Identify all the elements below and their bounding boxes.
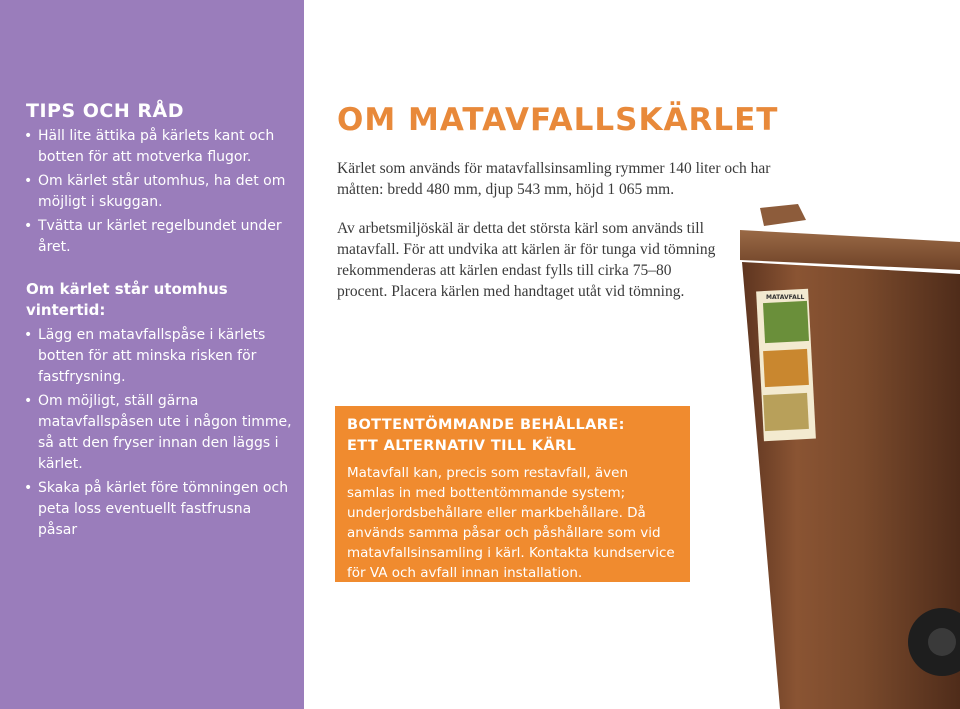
- bin-label-sticker: [756, 289, 816, 442]
- info-box-title-line1: BOTTENTÖMMANDE BEHÅLLARE:: [347, 417, 625, 433]
- bullet-icon: •: [24, 173, 33, 189]
- bottom-emptying-info-box: [335, 406, 690, 582]
- waste-bin-image: [720, 190, 960, 709]
- bullet-icon: •: [24, 218, 33, 234]
- tip-text: Häll lite ättika på kärlets kant och botten för att motverka flugor.: [38, 128, 275, 165]
- bin-label-text: MATAVFALL: [766, 294, 805, 301]
- tip-item: [24, 171, 294, 213]
- info-box-title: [347, 415, 678, 457]
- tips-sidebar: [0, 0, 304, 709]
- winter-tip-text: Om möjligt, ställ gärna matavfallspåsen ute i någon timme, så att den fryser innan den läggs i kärlet.: [38, 393, 292, 472]
- tip-item: [24, 126, 294, 168]
- bullet-icon: •: [24, 393, 33, 409]
- winter-subtitle: Om kärlet står utomhus vintertid:: [26, 280, 228, 319]
- winter-tip-text: Lägg en matavfallspåse i kärlets botten för att minska risken för fastfrysning.: [38, 327, 266, 385]
- page-title: OM MATAVFALLSKÄRLET: [337, 102, 779, 138]
- bin-handle: [760, 204, 806, 226]
- tip-item: [24, 216, 294, 258]
- winter-tip-text: Skaka på kärlet före tömningen och peta loss eventuellt fastfrusna påsar: [38, 480, 289, 538]
- tip-text: Om kärlet står utomhus, ha det om möjligt i skuggan.: [38, 173, 286, 210]
- bullet-icon: •: [24, 480, 33, 496]
- winter-tip-item: [24, 325, 294, 388]
- tip-text: Tvätta ur kärlet regelbundet under året.: [38, 218, 282, 255]
- tips-title: TIPS OCH RÅD: [26, 100, 184, 122]
- bin-size-paragraph: Kärlet som används för matavfallsinsamling rymmer 140 liter och har måtten: bredd 480 mm, djup 543 mm, höjd 1 065 mm.: [337, 160, 771, 198]
- winter-tip-item: [24, 391, 294, 475]
- bullet-icon: •: [24, 327, 33, 343]
- winter-tip-item: [24, 478, 294, 541]
- tips-list: [24, 126, 294, 261]
- info-box-text: Matavfall kan, precis som restavfall, även samlas in med bottentömmande system; underjordsbehållare eller markbehållare. Då används samma påsar och påshållare som vid matavfallsinsamling i kärl. Kontakta kundservice för VA och avfall innan installation.: [347, 465, 675, 581]
- winter-tips-list: [24, 325, 294, 544]
- work-environment-paragraph: Av arbetsmiljöskäl är detta det största kärl som används till matavfall. För att undvika att kärlen är för tunga vid tömning rekommenderas att kärlen endast fylls till cirka 75–80 procent. Placera kärlen med handtaget utåt vid tömning.: [337, 220, 716, 300]
- info-box-title-line2: ETT ALTERNATIV TILL KÄRL: [347, 438, 577, 454]
- bullet-icon: •: [24, 128, 33, 144]
